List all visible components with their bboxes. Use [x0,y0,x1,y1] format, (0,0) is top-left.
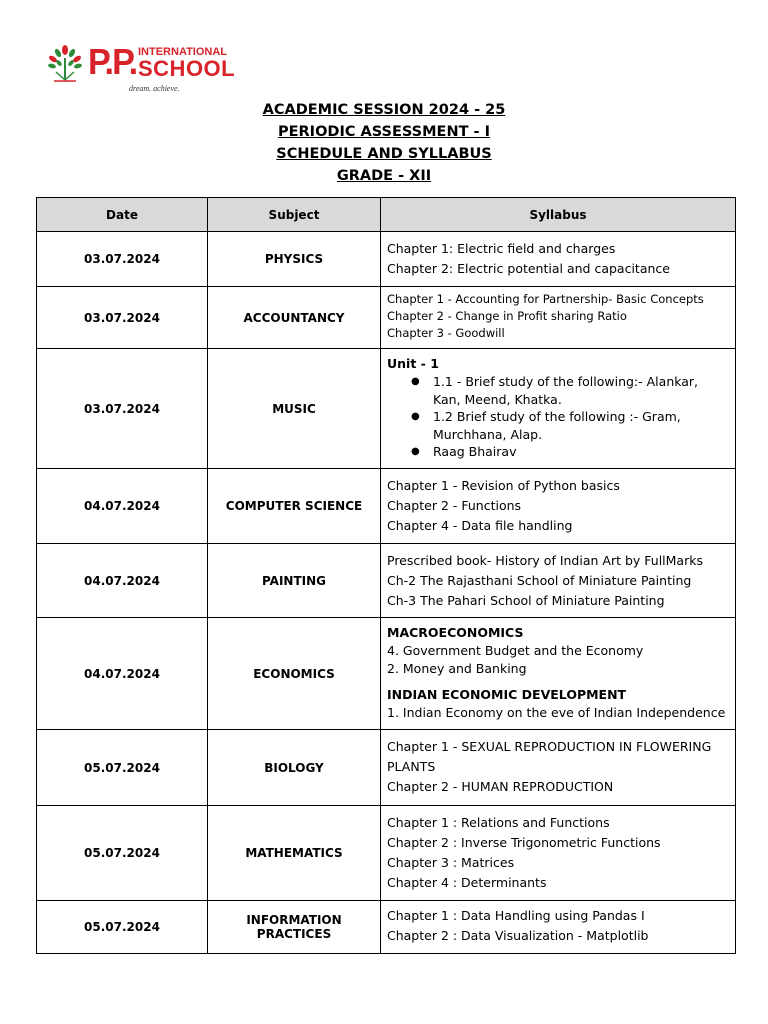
section-heading: INDIAN ECONOMIC DEVELOPMENT [387,687,627,702]
row-date: 03.07.2024 [37,287,208,349]
row-subject: ACCOUNTANCY [208,287,381,349]
column-header-subject: Subject [208,198,381,232]
syllabus-line: Prescribed book- History of Indian Art by FullMarks [387,553,703,568]
row-syllabus [381,618,736,730]
row-subject: ECONOMICS [208,618,381,730]
grade-title: GRADE - XII [336,168,432,184]
syllabus-line: Chapter 4 - Data file handling [387,518,573,533]
list-item: ● 1.1 - Brief study of the following:- Alankar, Kan, Meend, Khatka. [433,373,729,408]
row-date: 05.07.2024 [37,806,208,901]
logo-line2: SCHOOL [138,56,236,81]
table-header-row [37,198,736,232]
syllabus-line: 4. Government Budget and the Economy [387,643,644,658]
table-row [37,730,736,806]
row-syllabus [381,349,736,469]
logo-tagline: dream. achieve. [129,84,180,93]
syllabus-line: 2. Money and Banking [387,661,527,676]
syllabus-line: Ch-2 The Rajasthani School of Miniature Painting [387,573,692,588]
table-row [37,232,736,287]
tree-icon [46,44,84,84]
table-row [37,469,736,544]
assessment-title: PERIODIC ASSESSMENT - I [277,124,490,140]
column-header-syllabus: Syllabus [381,198,736,232]
syllabus-line: Chapter 3 - Goodwill [387,326,505,340]
syllabus-line: Chapter 1 : Data Handling using Pandas I [387,908,645,923]
logo-line1: INTERNATIONAL [138,46,228,58]
row-date: 04.07.2024 [37,469,208,544]
session-title: ACADEMIC SESSION 2024 - 25 [262,102,506,118]
syllabus-line: Chapter 2 - HUMAN REPRODUCTION [387,779,614,794]
row-syllabus [381,806,736,901]
table-row [37,349,736,469]
syllabus-line: Chapter 4 : Determinants [387,875,547,890]
table-row [37,287,736,349]
syllabus-line: 1. Indian Economy on the eve of Indian Independence [387,705,726,720]
row-syllabus [381,232,736,287]
row-subject: PHYSICS [208,232,381,287]
row-syllabus [381,469,736,544]
syllabus-line: Chapter 2 - Functions [387,498,522,513]
row-syllabus [381,730,736,806]
syllabus-line: Chapter 1 - SEXUAL REPRODUCTION IN FLOWERING PLANTS [387,739,712,774]
row-date: 03.07.2024 [37,232,208,287]
table-row [37,806,736,901]
syllabus-line: Chapter 2: Electric potential and capacitance [387,261,670,276]
logo-initials: P.P. [88,41,137,82]
syllabus-line: Chapter 1 - Revision of Python basics [387,478,620,493]
syllabus-line: Chapter 2 : Data Visualization - Matplotlib [387,928,649,943]
syllabus-line: Chapter 1 : Relations and Functions [387,815,610,830]
syllabus-line: Chapter 3 : Matrices [387,855,515,870]
row-subject: MUSIC [208,349,381,469]
syllabus-line: Chapter 2 : Inverse Trigonometric Functions [387,835,661,850]
row-syllabus [381,901,736,954]
school-logo [46,42,236,98]
row-subject: PAINTING [208,544,381,618]
syllabus-line: Chapter 1 - Accounting for Partnership- Basic Concepts [387,292,704,306]
table-row [37,544,736,618]
row-date: 03.07.2024 [37,349,208,469]
row-date: 04.07.2024 [37,544,208,618]
list-item: ● Raag Bhairav [433,443,729,461]
section-heading: MACROECONOMICS [387,625,524,640]
document-header [0,99,768,187]
table-row [37,901,736,954]
syllabus-line: Chapter 2 - Change in Profit sharing Ratio [387,309,627,323]
row-subject: COMPUTER SCIENCE [208,469,381,544]
row-date: 05.07.2024 [37,901,208,954]
schedule-table [36,197,736,954]
bullet-list [387,373,729,461]
row-subject: MATHEMATICS [208,806,381,901]
row-syllabus [381,287,736,349]
row-subject: BIOLOGY [208,730,381,806]
unit-heading: Unit - 1 [387,356,439,371]
row-syllabus [381,544,736,618]
row-date: 04.07.2024 [37,618,208,730]
syllabus-line: Chapter 1: Electric field and charges [387,241,616,256]
row-subject: INFORMATION PRACTICES [208,901,381,954]
column-header-date: Date [37,198,208,232]
schedule-title: SCHEDULE AND SYLLABUS [276,146,492,162]
syllabus-line: Ch-3 The Pahari School of Miniature Painting [387,593,665,608]
list-item: ● 1.2 Brief study of the following :- Gram, Murchhana, Alap. [433,408,729,443]
table-row [37,618,736,730]
row-date: 05.07.2024 [37,730,208,806]
